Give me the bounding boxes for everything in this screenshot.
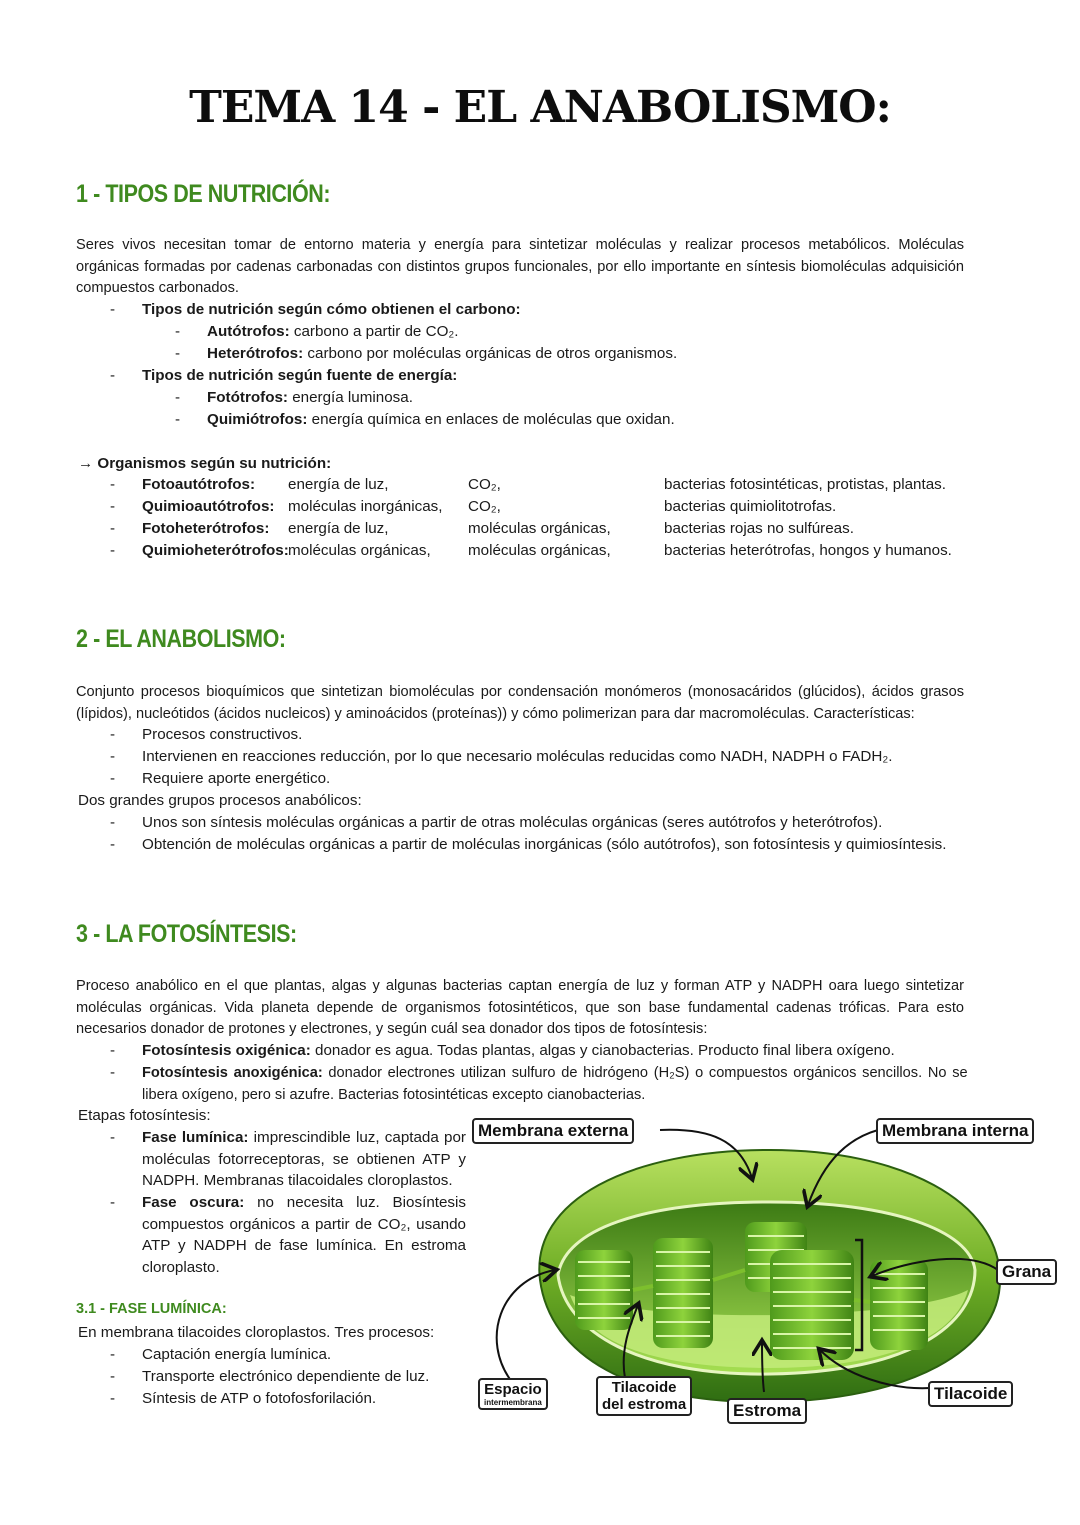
list-item: Procesos constructivos. [142,726,303,743]
energy-types-title: Tipos de nutrición según fuente de energía: [142,367,458,384]
label-tilacoide: Tilacoide [928,1381,1013,1407]
list-item: Intervienen en reacciones reducción, por lo que necesario moléculas reducidas como NADH, NADPH o FADH₂. [142,748,893,765]
table-cell-energy: energía de luz, [288,476,389,493]
bullet-dash: - [110,520,116,537]
label-grana: Grana [996,1259,1057,1285]
label-membrana-externa: Membrana externa [472,1118,634,1144]
bullet-dash: - [110,726,116,743]
stages-title: Etapas fotosíntesis: [78,1107,211,1124]
bullet-dash: - [175,411,181,428]
grana-stack-left [575,1250,633,1330]
table-cell-examples: bacterias fotosintéticas, protistas, plantas. [664,476,946,493]
table-cell-energy: moléculas inorgánicas, [288,498,443,515]
label-estroma: Estroma [727,1398,807,1424]
list-item: Obtención de moléculas orgánicas a partir de moléculas inorgánicas (sólo autótrofos), son fotosíntesis y quimiosíntesis. [142,836,947,853]
bullet-dash: - [110,1390,116,1407]
bullet-dash: - [110,1042,116,1059]
table-cell-name: Quimioheterótrofos: [142,542,289,559]
fase-oscura-item: Fase oscura: no necesita luz. Biosíntesis compuestos orgánicos a partir de CO₂, usando ATP y NADPH de fase lumínica. En estroma cloroplasto. [142,1194,466,1276]
table-cell-energy: energía de luz, [288,520,389,537]
table-cell-examples: bacterias heterótrofas, hongos y humanos. [664,542,952,559]
table-cell-name: Quimioautótrofos: [142,498,275,515]
table-cell-energy: moléculas orgánicas, [288,542,431,559]
autotrofos-item: Autótrofos: carbono a partir de CO₂. [207,323,459,340]
list-item: Unos son síntesis moléculas orgánicas a partir de otras moléculas orgánicas (seres autótrofos y heterótrofos). [142,814,883,831]
table-cell-name: Fotoheterótrofos: [142,520,270,537]
bullet-dash: - [110,770,116,787]
table-cell-carbon: moléculas orgánicas, [468,520,611,537]
section-2-intro: Conjunto procesos bioquímicos que sintetizan biomoléculas por condensación monómeros (monosacáridos (glúcidos), ácidos grasos (lípidos), nucleótidos (ácidos nucleicos) y aminoácidos (proteínas)) y cómo polimerizan para dar macromoléculas. Características: [76,683,964,722]
label-tilacoide-estroma: Tilacoide del estroma [596,1376,692,1416]
list-item: Síntesis de ATP o fotofosforilación. [142,1390,377,1407]
bullet-dash: - [110,1064,116,1081]
table-cell-examples: bacterias quimiolitotrofas. [664,498,837,515]
table-cell-carbon: CO₂, [468,476,501,493]
bullet-dash: - [110,1368,116,1385]
bullet-dash: - [110,476,116,493]
anoxigenica-item: Fotosíntesis anoxigénica: donador electrones utilizan sulfuro de hidrógeno (H₂S) o compuestos orgánicos sencillos. No se libera oxígeno, pero si azufre. Bacterias fotosintéticas excepto cianobacterias. [142,1064,968,1103]
fototrofos-item: Fotótrofos: energía luminosa. [207,389,413,406]
section-3-heading: 3 - LA FOTOSÍNTESIS: [76,920,297,948]
bullet-dash: - [175,323,181,340]
subsection-heading: 3.1 - FASE LUMÍNICA: [76,1301,227,1317]
bullet-dash: - [110,748,116,765]
fase-luminica-item: Fase lumínica: imprescindible luz, captada por moléculas fotorreceptoras, se obtienen ATP y NADPH. Membranas tilacoidales cloroplastos. [142,1129,466,1190]
list-item: Transporte electrónico dependiente de luz. [142,1368,430,1385]
list-item: Captación energía lumínica. [142,1346,332,1363]
organisms-title: → Organismos según su nutrición: [78,455,332,472]
section-2-heading: 2 - EL ANABOLISMO: [76,625,286,653]
table-cell-carbon: moléculas orgánicas, [468,542,611,559]
bullet-dash: - [175,389,181,406]
bullet-dash: - [110,542,116,559]
subsection-intro: En membrana tilacoides cloroplastos. Tres procesos: [78,1324,435,1341]
table-cell-carbon: CO₂, [468,498,501,515]
bullet-dash: - [110,1346,116,1363]
table-cell-examples: bacterias rojas no sulfúreas. [664,520,854,537]
grana-stack-center-left [653,1238,713,1348]
bullet-dash: - [175,345,181,362]
section-3-intro: Proceso anabólico en el que plantas, algas y algunas bacterias captan energía de luz y forman ATP y NADPH oara luego sintetizar moléculas orgánicas. Vida planeta depende de organismos fotosintéticos, que son base fundamental cadenas tróficas. Para esto necesarios donador de protones y electrones, y según cuál sea donador dos tipos de fotosíntesis: [76,977,964,1038]
oxigenica-item: Fotosíntesis oxigénica: donador es agua. Todas plantas, algas y cianobacterias. Producto final libera oxígeno. [142,1042,895,1059]
carbon-types-title: Tipos de nutrición según cómo obtienen el carbono: [142,301,521,318]
bullet-dash: - [110,498,116,515]
label-membrana-interna: Membrana interna [876,1118,1034,1144]
bullet-dash: - [110,1129,116,1146]
heterotrofos-item: Heterótrofos: carbono por moléculas orgánicas de otros organismos. [207,345,678,362]
label-espacio-intermembrana: Espacio intermembrana [478,1378,548,1410]
quimiotrofos-item: Quimiótrofos: energía química en enlaces de moléculas que oxidan. [207,411,675,428]
bullet-dash: - [110,367,116,384]
list-item: Requiere aporte energético. [142,770,331,787]
table-cell-name: Fotoautótrofos: [142,476,256,493]
bullet-dash: - [110,301,116,318]
grana-stack-center-right [770,1250,854,1360]
page-title: TEMA 14 - EL ANABOLISMO: [189,82,891,133]
bullet-dash: - [110,836,116,853]
section-1-intro: Seres vivos necesitan tomar de entorno materia y energía para sintetizar moléculas y realizar procesos metabólicos. Moléculas orgánicas formadas por cadenas carbonadas con distintos grupos funcionales, por ello importante en síntesis biomoléculas adquisición compuestos carbonados. [76,236,964,297]
bullet-dash: - [110,1194,116,1211]
section-1-heading: 1 - TIPOS DE NUTRICIÓN: [76,180,331,208]
groups-title: Dos grandes grupos procesos anabólicos: [78,792,362,809]
bullet-dash: - [110,814,116,831]
